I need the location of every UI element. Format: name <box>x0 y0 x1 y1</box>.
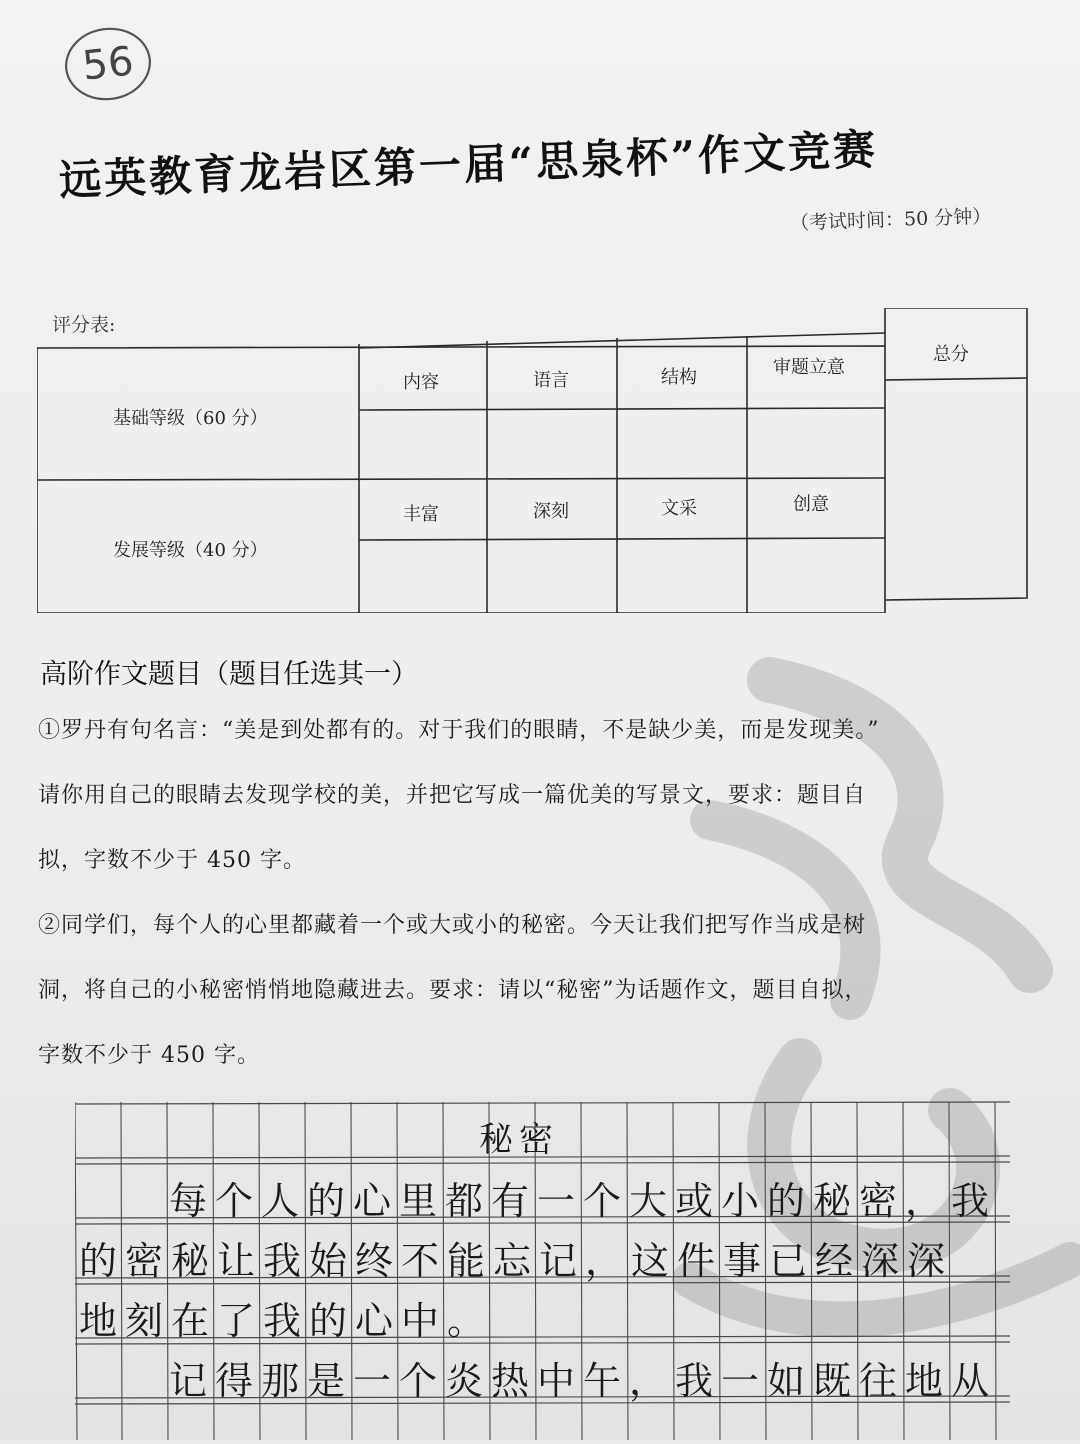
page-number: 56 <box>80 38 136 90</box>
criterion-creativity: 创意 <box>793 494 829 515</box>
criterion-richness: 丰富 <box>403 504 439 525</box>
prompt-1-line-3: 拟，字数不少于 450 字。 <box>38 848 306 873</box>
criterion-language: 语言 <box>533 370 569 391</box>
criterion-structure: 结构 <box>661 367 697 388</box>
score-table <box>37 308 1029 613</box>
essay-line-2: 的密秘让我始终不能忘记，这件事已经深深 <box>79 1239 954 1283</box>
section-title: 高阶作文题目（题目任选其一） <box>40 659 418 690</box>
criterion-topic: 审题立意 <box>773 357 845 378</box>
criterion-depth: 深刻 <box>533 501 569 522</box>
exam-time: （考试时间：50 分钟） <box>789 205 992 235</box>
score-table-label: 评分表: <box>52 314 116 336</box>
prompt-1-line-1: ①罗丹有句名言：“美是到处都有的。对于我们的眼睛，不是缺少美，而是发现美。” <box>38 718 880 743</box>
criterion-content: 内容 <box>403 372 439 393</box>
prompt-2 <box>38 893 1058 1088</box>
essay-grid <box>75 1100 1010 1440</box>
prompt-2-line-3: 字数不少于 450 字。 <box>38 1043 260 1068</box>
score-table-lines <box>37 308 1029 613</box>
prompt-2-line-2: 洞，将自己的小秘密悄悄地隐藏进去。要求：请以“秘密”为话题作文，题目自拟， <box>38 978 868 1003</box>
page-number-circle <box>62 24 154 104</box>
essay-title: 秘密 <box>479 1120 559 1160</box>
prompt-2-line-1: ②同学们，每个人的心里都藏着一个或大或小的秘密。今天让我们把写作当成是树 <box>38 913 867 938</box>
prompt-1 <box>38 698 1058 893</box>
total-score-header: 总分 <box>933 344 969 365</box>
criterion-style: 文采 <box>661 498 697 519</box>
prompt-1-line-2: 请你用自己的眼睛去发现学校的美，并把它写成一篇优美的写景文，要求：题目自 <box>38 783 867 808</box>
essay-line-4: 记得那是一个炎热中午，我一如既往地从 <box>169 1359 998 1403</box>
page-title: 远英教育龙岩区第一届“思泉杯”作文竞赛 <box>58 124 879 205</box>
row-label-basic: 基础等级（60 分） <box>113 408 268 429</box>
essay-line-3: 地刻在了我的心中。 <box>79 1299 494 1343</box>
essay-line-1: 每个人的心里都有一个大或小的秘密，我 <box>169 1179 998 1223</box>
row-label-development: 发展等级（40 分） <box>113 540 268 561</box>
